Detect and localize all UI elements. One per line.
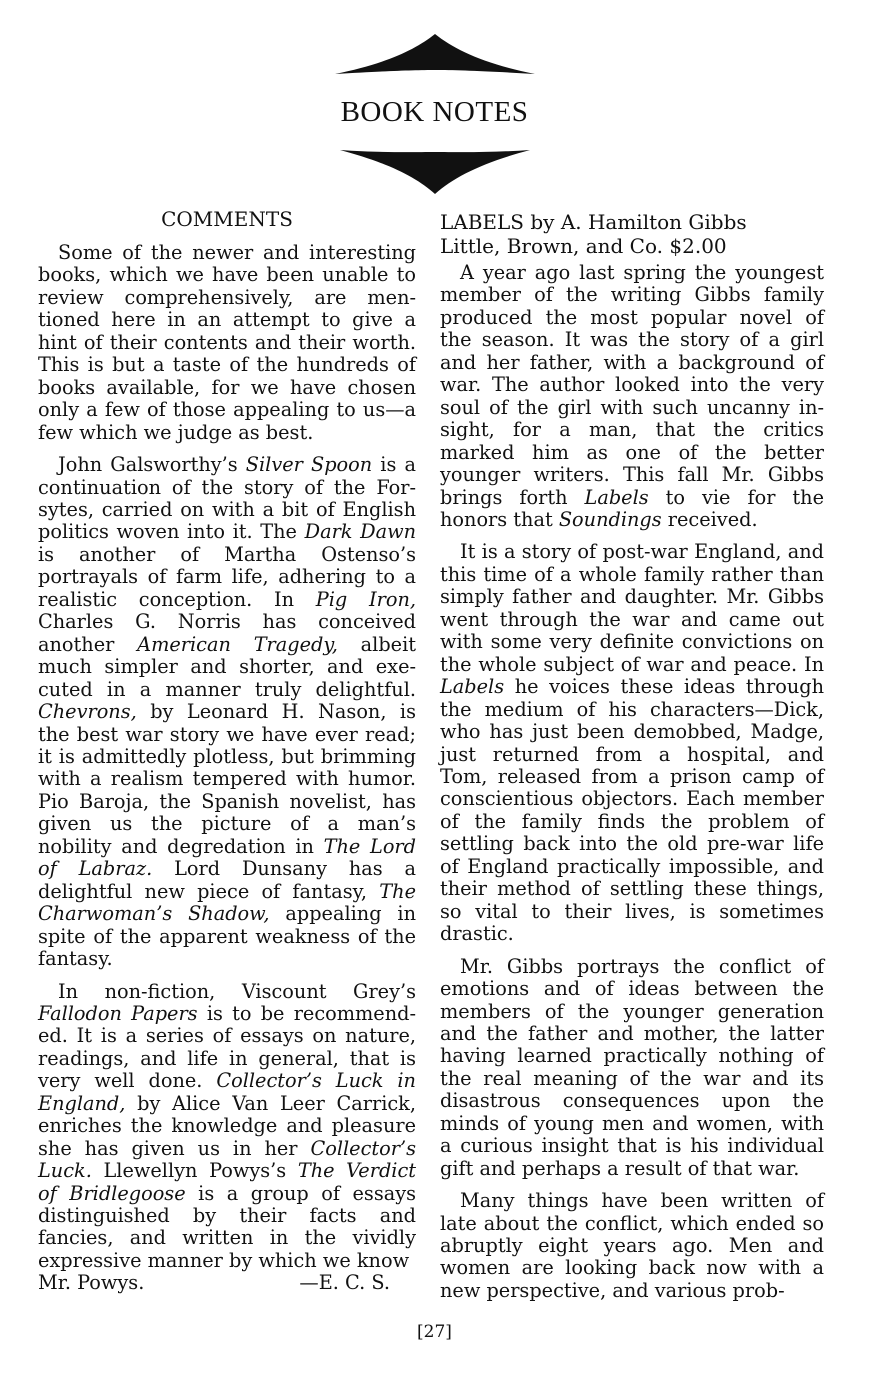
review-paragraph-2 (440, 541, 824, 945)
book-title: The Lord of Labraz. (38, 834, 416, 881)
page-number: [27] (417, 1322, 452, 1342)
book-title: Chevrons, (38, 700, 137, 724)
text-run: received. (661, 507, 758, 531)
book-title: Collector’s Luck. (38, 1136, 416, 1183)
book-title: Soundings (558, 507, 662, 531)
text-run: is a group of essays distinguished by their facts and fancies, and written in the vividly expressive manner by which we know (38, 1181, 417, 1272)
comments-heading: COMMENTS (161, 207, 293, 231)
text-run: In non-fiction, Viscount Grey’s (58, 979, 416, 1003)
book-title: American Tragedy, (137, 632, 338, 656)
text-run: he voices these ideas through the medium of his characters—Dick, who has just been demobbed, Madge, just returned from a hospital, and Tom, released from a prison camp of conscientious objectors. Each member of the family finds the problem of settling back into the old pre-war life of England practically impossible, and their method of settling these things, so vital to their lives, is sometimes drastic. (440, 675, 824, 946)
top-ornament-icon (0, 34, 869, 78)
book-title: Labels (440, 675, 505, 699)
text-run: Llewellyn Powys’s (91, 1159, 298, 1183)
bottom-ornament-icon (0, 148, 869, 194)
text-run: It is a story of post-war England, and this time of a whole family rather than simply father and daughter. Mr. Gibbs went through the war and came out with some very definite convictions on the whole subject of war and peace. In (440, 540, 824, 676)
review-paragraph-1 (440, 262, 824, 531)
text-run: by Leonard H. Nason, is the best war story we have ever read; it is admittedly plotless, but brimming with a realism tempered with humor. Pio Baroja, the Spanish novelist, has given us the picture of a man’s nobility and degredation in (38, 700, 416, 858)
book-title: The Charwoman’s Shadow, (38, 879, 416, 926)
book-title: Fallodon Papers (38, 1001, 198, 1025)
signature-name: Mr. Powys. (38, 1271, 145, 1295)
book-title: The Verdict of Bridlegoose (38, 1159, 416, 1205)
book-title: Silver Spoon (245, 453, 373, 477)
book-title: Collector’s Luck in England, (38, 1069, 416, 1115)
text-run: John Galsworthy’s (58, 453, 246, 477)
text-run: by Alice Van Leer Carrick, enriches the knowledge and pleasure she has given us in her (38, 1091, 416, 1160)
comments-paragraph-1: Some of the newer and interesting books, which we have been unable to review comprehensively, are mentioned here in an attempt to give a hint of their contents and their worth. This is but a taste of the hundreds of books available, for we have chosen only a few of those appealing to us—a few which we judge as best. (38, 241, 416, 444)
book-title-line (440, 210, 824, 258)
book-title: Pig Iron, (315, 587, 416, 611)
book-title-author: LABELS by A. Hamilton Gibbs (440, 210, 747, 234)
text-run: is another of Martha Ostenso’s portrayals of farm life, adhering to a realistic conception. In (38, 542, 416, 611)
review-paragraph-3: Mr. Gibbs portrays the conflict of emotions and of ideas between the members of the younger generation and the father and mother, the latter having learned practically nothing of the real meaning of the war and its disastrous consequences upon the minds of young men and women, with a curious insight that is his individual gift and perhaps a result of that war. (440, 954, 824, 1180)
book-title: Labels (584, 485, 649, 509)
right-column (440, 206, 824, 1312)
text-run: is a continuation of the story of the Forsytes, carried on with a bit of English politics woven into it. The (38, 453, 416, 544)
text-run: is to be recommended. It is a series of essays on nature, readings, and life in general, that is very well done. (38, 1001, 416, 1093)
comments-paragraph-2 (38, 454, 416, 970)
page-title: BOOK NOTES (340, 96, 529, 128)
book-publisher: Little, Brown, and Co. $2.00 (440, 234, 727, 258)
comments-paragraph-3 (38, 981, 416, 1273)
text-run: Charles G. Norris has conceived another (38, 610, 416, 656)
signature-author: —E. C. S. (299, 1271, 390, 1295)
text-run: Lord Dunsany has a delightful new piece of fantasy, (38, 857, 417, 903)
signature-line (38, 1272, 416, 1294)
text-run: appealing in spite of the apparent weakness of the fantasy. (38, 902, 416, 971)
text-run: A year ago last spring the youngest member of the writing Gibbs family produced the most popular novel of the season. It was the story of a girl and her father, with a background of war. The author looked into the very soul of the girl with such uncanny insight, for a man, that the critics marked him as one of the better younger writers. This fall Mr. Gibbs brings forth (440, 261, 824, 509)
text-run: to vie for the honors that (440, 485, 824, 531)
left-column (38, 206, 416, 1295)
review-paragraph-4: Many things have been written of late about the conflict, which ended so abruptly eight years ago. Men and women are looking back now with a new perspective, and various prob- (440, 1189, 824, 1302)
book-title: Dark Dawn (304, 520, 416, 544)
text-run: albeit much simpler and shorter, and executed in a manner truly delightful. (38, 632, 416, 701)
